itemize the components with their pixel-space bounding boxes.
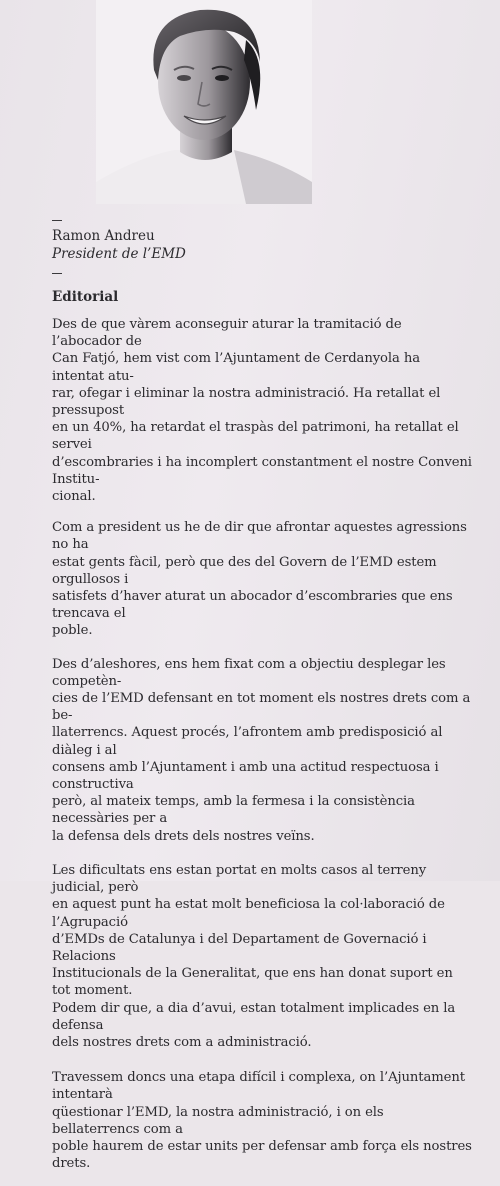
editorial-body bbox=[52, 316, 472, 1186]
paragraph-1: Des de que vàrem aconseguir aturar la tramitació de l’abocador de Can Fatjó, hem vist com l’Ajuntament de Cerdanyola ha intentat atu- rar, ofegar i eliminar la nostra administració. Ha retallat el pressupost en un 40%, ha retardat el traspàs del patrimoni, ha retallat el servei d’escombraries i ha incomplert constantment el nostre Conveni Institu- cional. bbox=[52, 317, 472, 505]
paragraph-2: Com a president us he de dir que afrontar aquestes agressions no ha estat gents fàcil, però que des del Govern de l’EMD estem orgullosos i satisfets d’haver aturat un abocador d’escombraries que ens trencava el poble. bbox=[52, 520, 467, 639]
paragraph-5: Travessem doncs una etapa difícil i complexa, on l’Ajuntament intentarà qüestionar l’EMD, la nostra administració, i on els bellaterrencs com a poble haurem de estar units per defensar amb força els nostres drets. bbox=[52, 1070, 472, 1172]
section-title: Editorial bbox=[52, 289, 119, 305]
paragraph-4: Les dificultats ens estan portat en molts casos al terreny judicial, però en aquest punt ha estat molt beneficiosa la col·laboració de l’Agrupació d’EMDs de Catalunya i del Departament de Governació i Relacions Institucionals de la Generalitat, que ens han donat suport en tot moment. Podem dir que, a dia d’avui, estan totalment implicades en la defensa dels nostres drets com a administració. bbox=[52, 862, 456, 1050]
author-role: President de l’EMD bbox=[52, 246, 186, 262]
author-block bbox=[52, 227, 186, 263]
author-name: Ramon Andreu bbox=[52, 228, 155, 244]
author-portrait bbox=[96, 0, 312, 204]
author-divider-bottom bbox=[52, 273, 62, 274]
author-divider-top bbox=[52, 220, 62, 221]
paragraph-3: Des d’aleshores, ens hem fixat com a objectiu desplegar les competèn- cies de l’EMD defensant en tot moment els nostres drets com a be- llaterrencs. Aquest procés, l’afrontem amb predisposició al diàleg i al consens amb l’Ajuntament i amb una actitud respectuosa i constructiva però, al mateix temps, amb la fermesa i la consistència necessàries per a la defensa dels drets dels nostres veïns. bbox=[52, 656, 471, 844]
portrait-illustration bbox=[96, 0, 312, 204]
